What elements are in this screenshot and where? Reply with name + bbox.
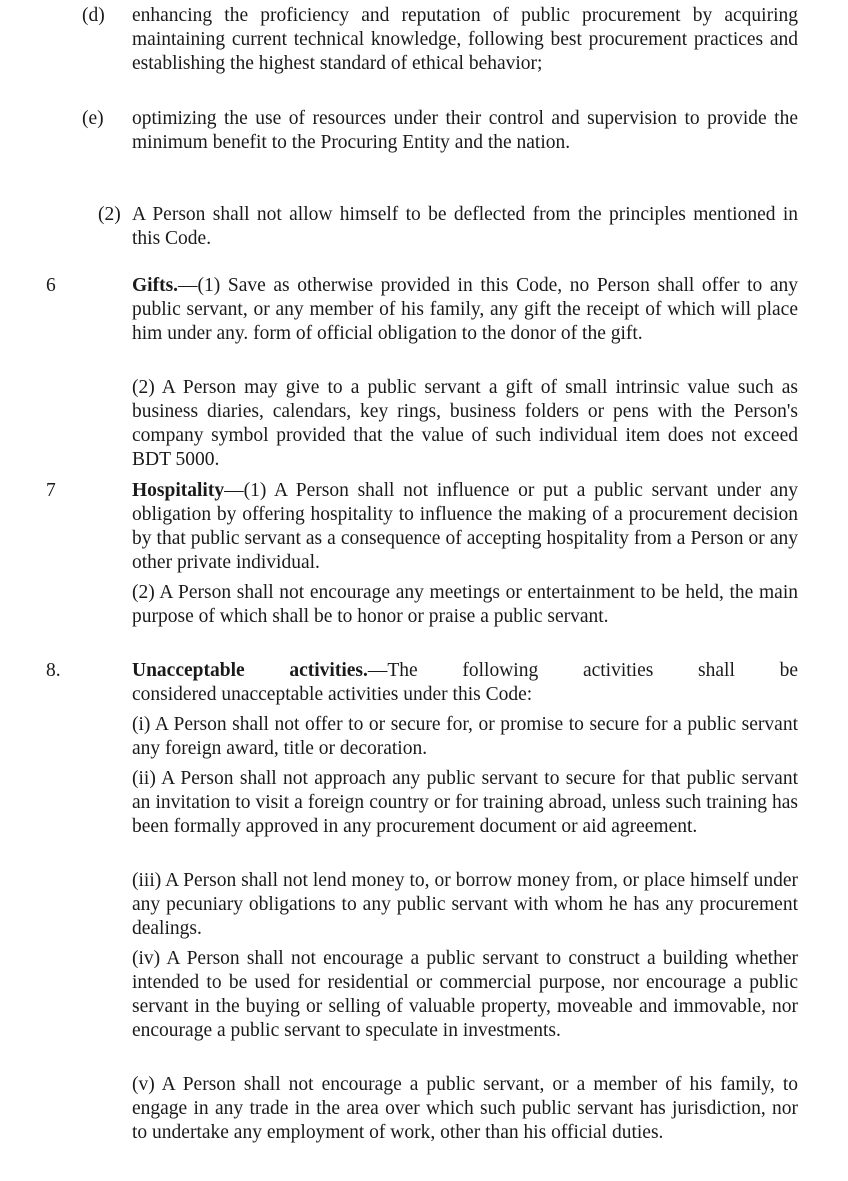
section-8-intro-line-2: considered unacceptable activities under this Code:	[132, 684, 533, 705]
section-heading: Unacceptable activities.	[132, 660, 368, 681]
section-6-para-2: (2) A Person may give to a public servant a gift of small intrinsic value such as business diaries, calendars, key rings, business folders or pens with the Person's company symbol provided that the value of such individual item does not exceed BDT 5000.	[132, 377, 798, 470]
section-7-para-1	[132, 479, 798, 575]
section-number-6: 6	[46, 275, 56, 296]
clause-text: optimizing the use of resources under their control and supervision to provide the minimum benefit to the Procuring Entity and the nation.	[132, 108, 798, 153]
section-8-item-i: (i) A Person shall not offer to or secure for, or promise to secure for a public servant any foreign award, title or decoration.	[132, 714, 798, 759]
subsection-label: (2)	[98, 204, 121, 225]
subsection-text: A Person shall not allow himself to be deflected from the principles mentioned in this Code.	[132, 204, 798, 249]
section-text: —The following activities shall be	[367, 660, 798, 681]
clause-text: enhancing the proficiency and reputation of public procurement by acquiring maintaining current technical knowledge, following best procurement practices and establishing the highest standard of ethical behavior;	[132, 5, 798, 74]
section-8-item-iii: (iii) A Person shall not lend money to, or borrow money from, or place himself under any pecuniary obligations to any public servant with whom he has any procurement dealings.	[132, 870, 798, 939]
section-number-7: 7	[46, 480, 56, 501]
section-8-intro	[132, 659, 798, 707]
section-number-8: 8.	[46, 660, 61, 681]
section-7-para-2: (2) A Person shall not encourage any meetings or entertainment to be held, the main purpose of which shall be to honor or praise a public servant.	[132, 582, 798, 627]
section-heading: Gifts.	[132, 275, 179, 296]
section-8-item-ii: (ii) A Person shall not approach any public servant to secure for that public servant an invitation to visit a foreign country or for training abroad, unless such training has been formally approved in any procurement document or aid agreement.	[132, 768, 798, 837]
section-8-intro-line-1	[132, 659, 798, 683]
section-8-item-v: (v) A Person shall not encourage a public servant, or a member of his family, to engage in any trade in the area over which such public servant has jurisdiction, nor to undertake any employment of work, other than his official duties.	[132, 1074, 798, 1143]
clause-label: (e)	[82, 108, 104, 129]
section-heading: Hospitality	[132, 480, 225, 501]
section-text: —(1) Save as otherwise provided in this Code, no Person shall offer to any public servant, or any member of his family, any gift the receipt of which will place him under any. form of official obligation to the donor of the gift.	[132, 275, 798, 344]
section-8-item-iv: (iv) A Person shall not encourage a public servant to construct a building whether intended to be used for residential or commercial purpose, nor encourage a public servant in the buying or selling of valuable property, moveable and immovable, nor encourage a public servant to speculate in investments.	[132, 948, 798, 1041]
section-text: —(1) A Person shall not influence or put a public servant under any obligation by offering hospitality to influence the making of a procurement decision by that public servant as a consequence of accepting hospitality from a Person or any other private individual.	[132, 480, 798, 573]
clause-label: (d)	[82, 5, 105, 26]
section-6-para-1	[132, 274, 798, 346]
